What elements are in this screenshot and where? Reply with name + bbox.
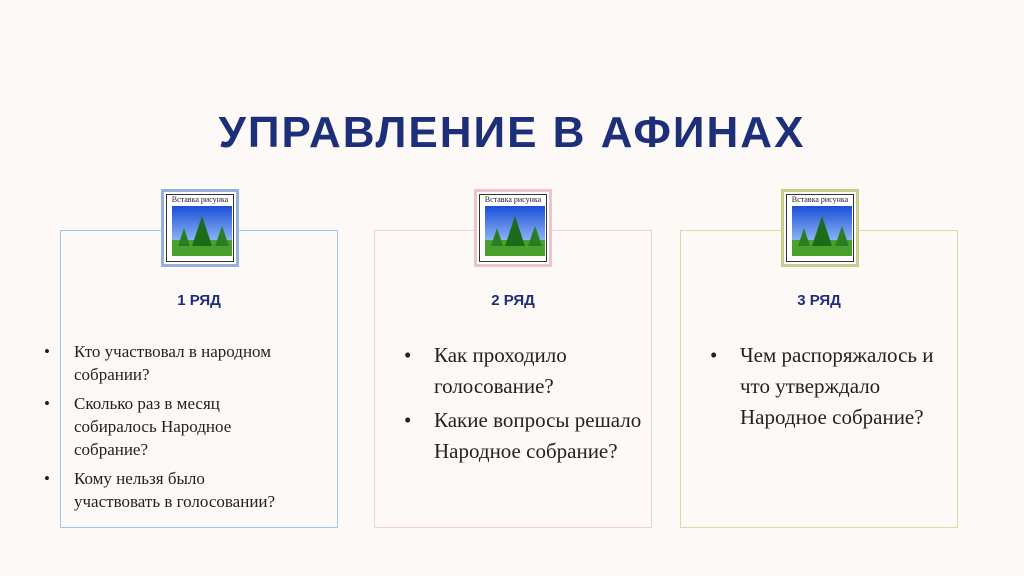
bullet-item: • Кто участвовал в народном собрании? [44, 340, 294, 386]
picture-placeholder-caption: Вставка рисунка [171, 195, 229, 204]
bullet-item: • Сколько раз в месяц собиралось Народное собрание? [44, 392, 294, 461]
bullet-item: • Как проходило голосование? [404, 340, 644, 402]
bullet-item: • Какие вопросы решало Народное собрание? [404, 405, 644, 467]
picture-placeholder-2[interactable] [474, 189, 552, 267]
column-heading-1: 1 РЯД [177, 292, 221, 309]
bullet-list-3 [710, 340, 950, 433]
picture-placeholder-caption: Вставка рисунка [791, 195, 849, 204]
bullet-item: • Кому нельзя было участвовать в голосовании? [44, 467, 294, 513]
column-heading-2: 2 РЯД [491, 292, 535, 309]
bullet-list-2 [404, 340, 644, 470]
landscape-picture-icon [485, 206, 545, 256]
picture-placeholder-3[interactable] [781, 189, 859, 267]
picture-placeholder-1[interactable] [161, 189, 239, 267]
column-heading-3: 3 РЯД [797, 292, 841, 309]
landscape-picture-icon [172, 206, 232, 256]
bullet-item: • Чем распоряжалось и что утверждало Народное собрание? [710, 340, 950, 433]
picture-placeholder-caption: Вставка рисунка [484, 195, 542, 204]
bullet-list-1 [44, 340, 294, 519]
landscape-picture-icon [792, 206, 852, 256]
slide-title: УПРАВЛЕНИЕ В АФИНАХ [218, 108, 806, 157]
